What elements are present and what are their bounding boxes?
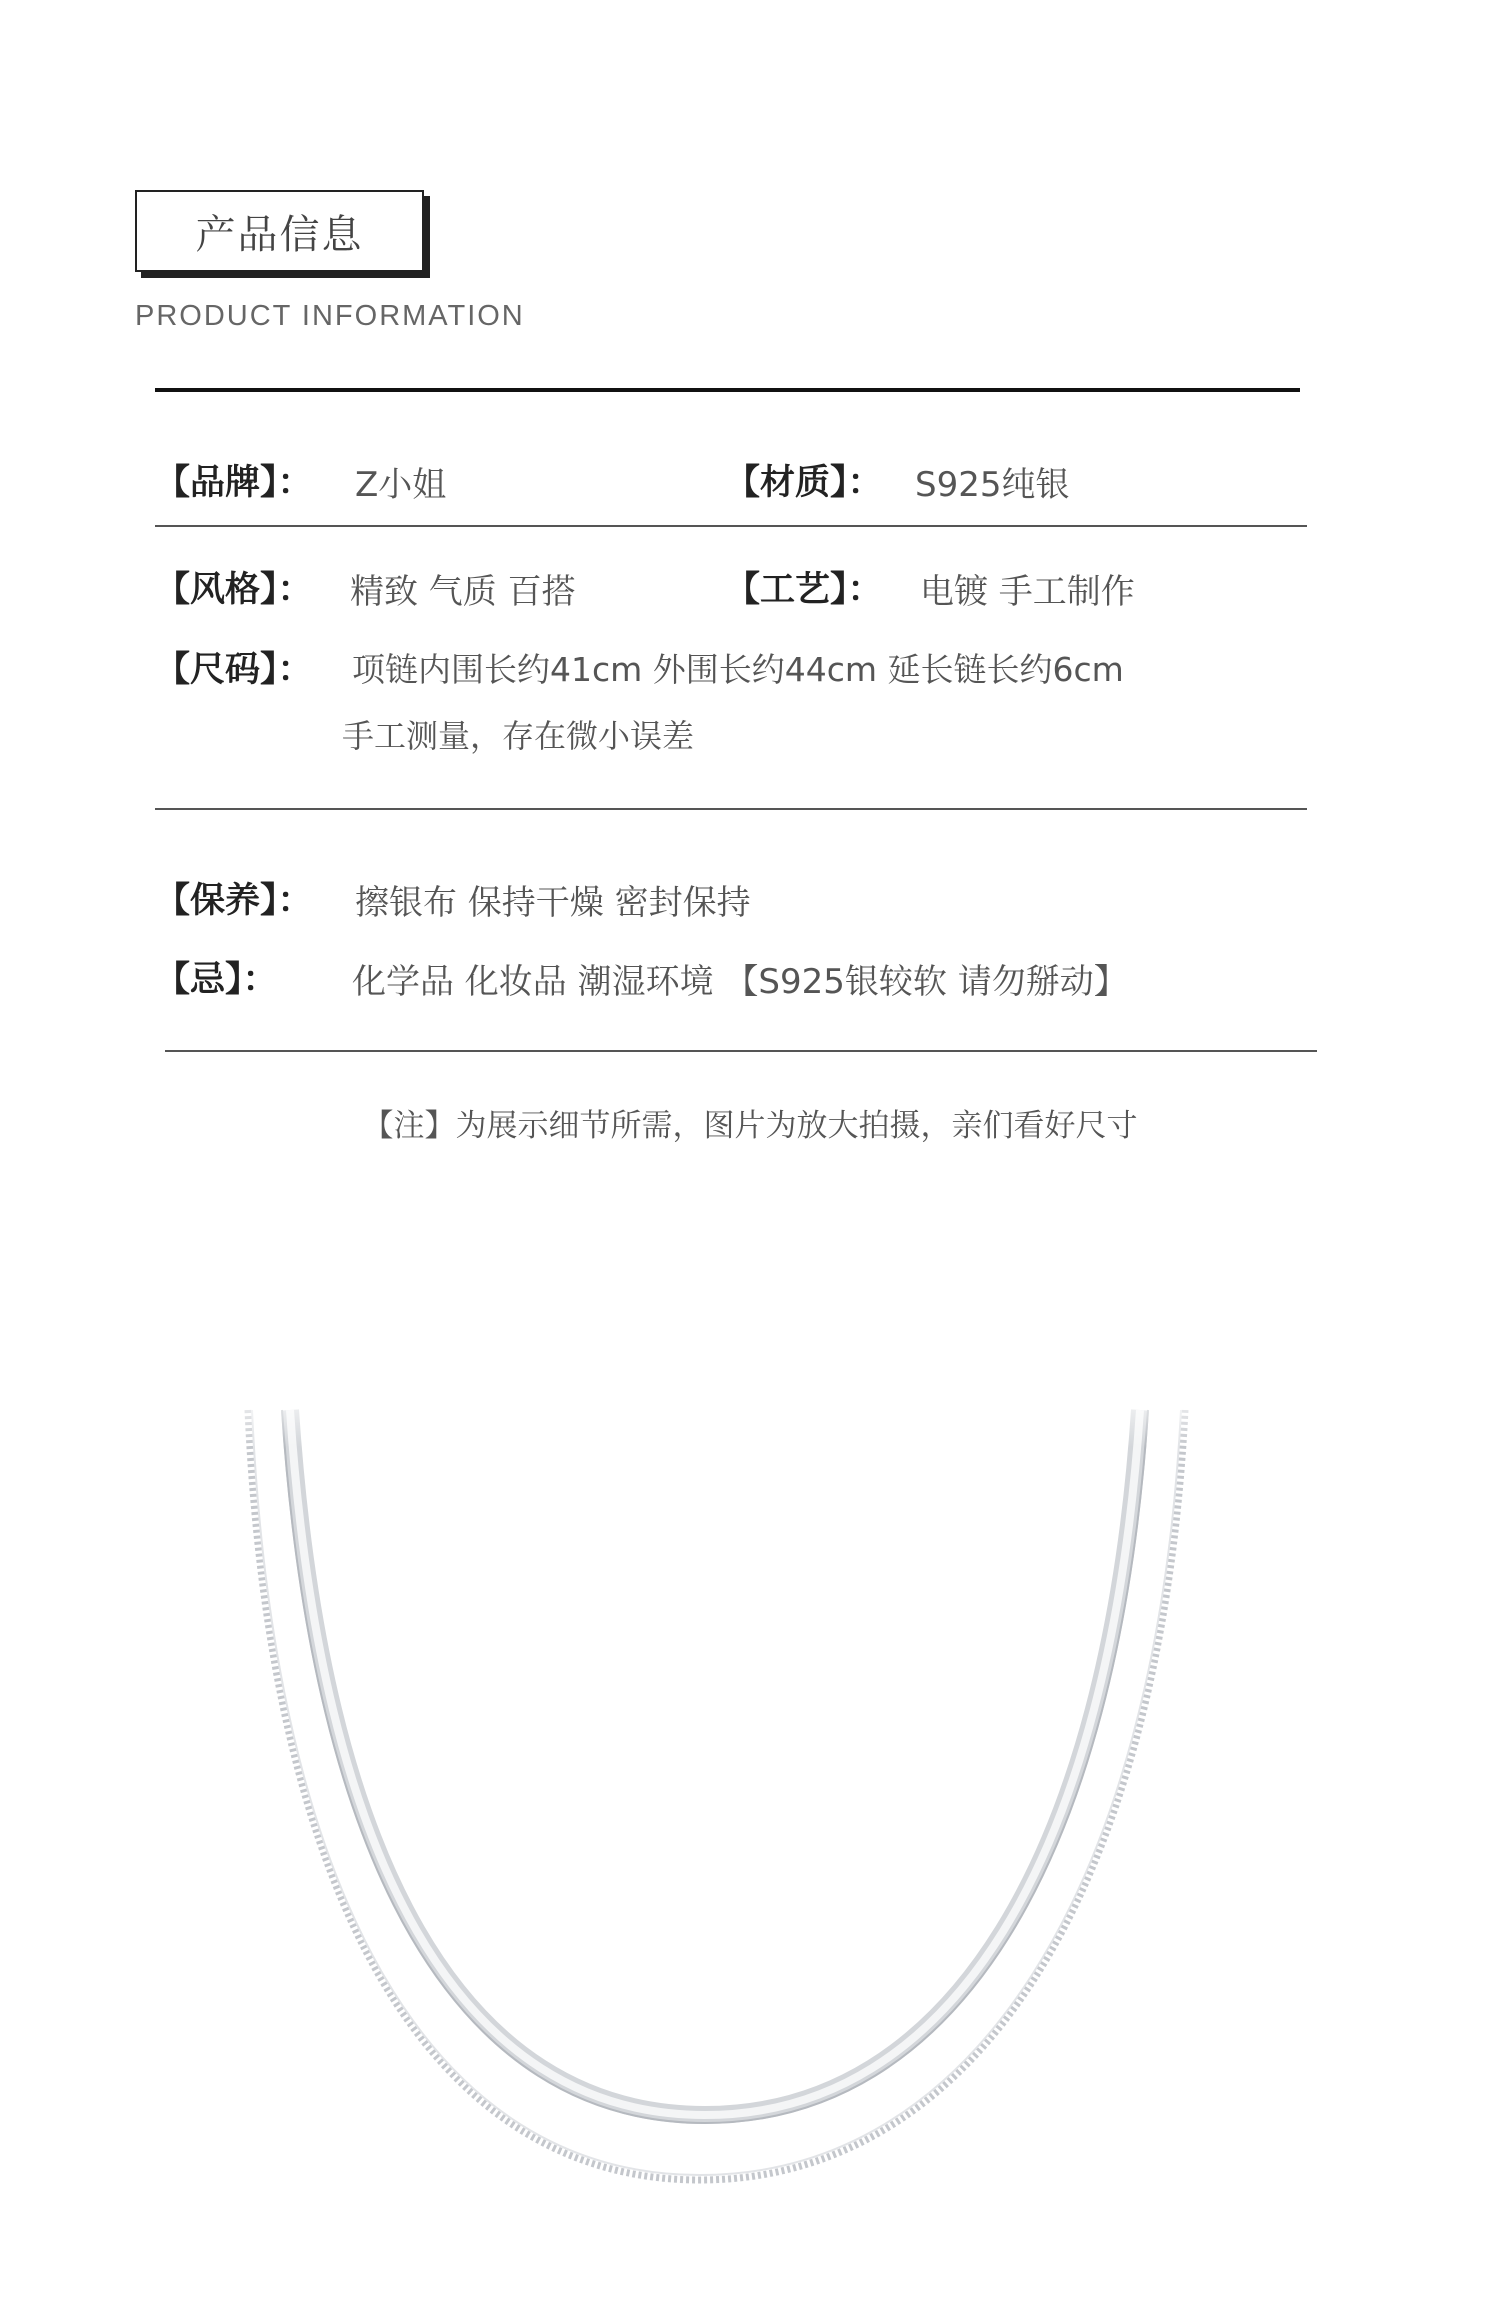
material-label: 【材质】： xyxy=(725,463,883,503)
size-label: 【尺码】： xyxy=(155,650,313,690)
section-subtitle: PRODUCT INFORMATION xyxy=(135,300,525,332)
note-text: 【注】为展示细节所需，图片为放大拍摄，亲们看好尺寸 xyxy=(362,1108,1138,1144)
divider-3 xyxy=(165,1050,1317,1052)
material-value: S925纯银 xyxy=(915,465,1070,505)
size-note: 手工测量，存在微小误差 xyxy=(342,717,695,755)
avoid-value: 化学品 化妆品 潮湿环境 【S925银较软 请勿掰动】 xyxy=(352,962,1128,1002)
avoid-label: 【忌】： xyxy=(155,960,278,1000)
style-value: 精致 气质 百搭 xyxy=(350,572,576,612)
divider-2 xyxy=(155,808,1307,810)
craft-value: 电镀 手工制作 xyxy=(920,572,1135,612)
top-divider xyxy=(155,388,1300,392)
craft-label: 【工艺】： xyxy=(725,570,883,610)
divider-1 xyxy=(155,525,1307,527)
section-title: 产品信息 xyxy=(135,190,424,272)
style-label: 【风格】： xyxy=(155,570,313,610)
brand-value: Z小姐 xyxy=(355,465,447,505)
size-value: 项链内围长约41cm 外围长约44cm 延长链长约6cm xyxy=(352,650,1124,689)
care-label: 【保养】： xyxy=(155,881,313,921)
necklace-icon xyxy=(0,1380,1500,2220)
care-value: 擦银布 保持干燥 密封保持 xyxy=(355,883,751,923)
brand-label: 【品牌】： xyxy=(155,463,313,503)
